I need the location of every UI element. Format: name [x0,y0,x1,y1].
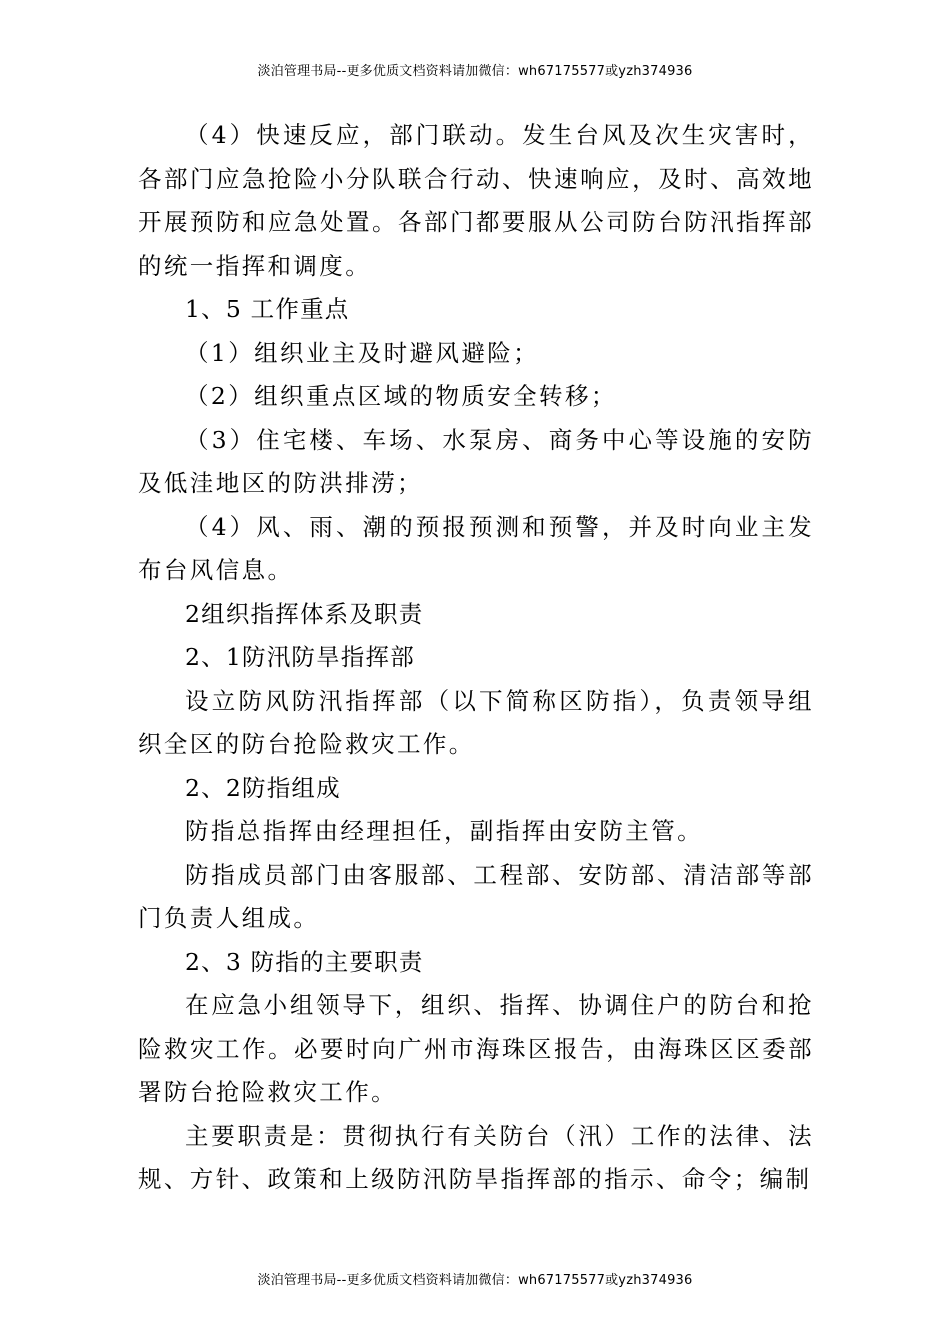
page-footer: 淡泊管理书局--更多优质文档资料请加微信：wh67175577或yzh374936 [257,1273,693,1288]
section-heading-2-1: 2、1防汛防旱指挥部 [185,643,415,671]
section-heading-2-2: 2、2防指组成 [185,773,341,802]
section-heading-2-3: 2、3 防指的主要职责 [185,947,424,976]
paragraph-rapid-response: （4）快速反应，部门联动。发生台风及次生灾害时，各部门应急抢险小分队联合行动、快速响应，及时、高效地开展预防和应急处置。各部门都要服从公司防台防汛指挥部的统一指挥和调度。 [138,121,814,280]
document-body [138,114,814,1202]
list-item-1: （1）组织业主及时避风避险； [185,338,540,367]
paragraph-establish-hq: 设立防风防汛指挥部（以下简称区防指），负责领导组织全区的防台抢险救灾工作。 [138,686,814,758]
list-item-4: （4）风、雨、潮的预报预测和预警，并及时向业主发布台风信息。 [138,512,814,584]
page-header: 淡泊管理书局--更多优质文档资料请加微信：wh67175577或yzh374936 [257,64,693,79]
paragraph-leadership: 在应急小组领导下，组织、指挥、协调住户的防台和抢险救灾工作。必要时向广州市海珠区报告，由海珠区区委部署防台抢险救灾工作。 [138,991,814,1106]
section-heading-2: 2组织指挥体系及职责 [185,599,424,628]
paragraph-main-duties: 主要职责是：贯彻执行有关防台（汛）工作的法律、法规、方针、政策和上级防汛防旱指挥部的指示、命令；编制 [138,1121,814,1193]
list-item-2: （2）组织重点区域的物质安全转移； [185,382,617,410]
paragraph-members: 防指成员部门由客服部、工程部、安防部、清洁部等部门负责人组成。 [138,860,814,932]
paragraph-commander: 防指总指挥由经理担任，副指挥由安防主管。 [185,817,703,845]
section-heading-1-5: 1、5 工作重点 [185,295,350,323]
list-item-3: （3）住宅楼、车场、水泵房、商务中心等设施的安防及低洼地区的防洪排涝； [138,425,814,497]
